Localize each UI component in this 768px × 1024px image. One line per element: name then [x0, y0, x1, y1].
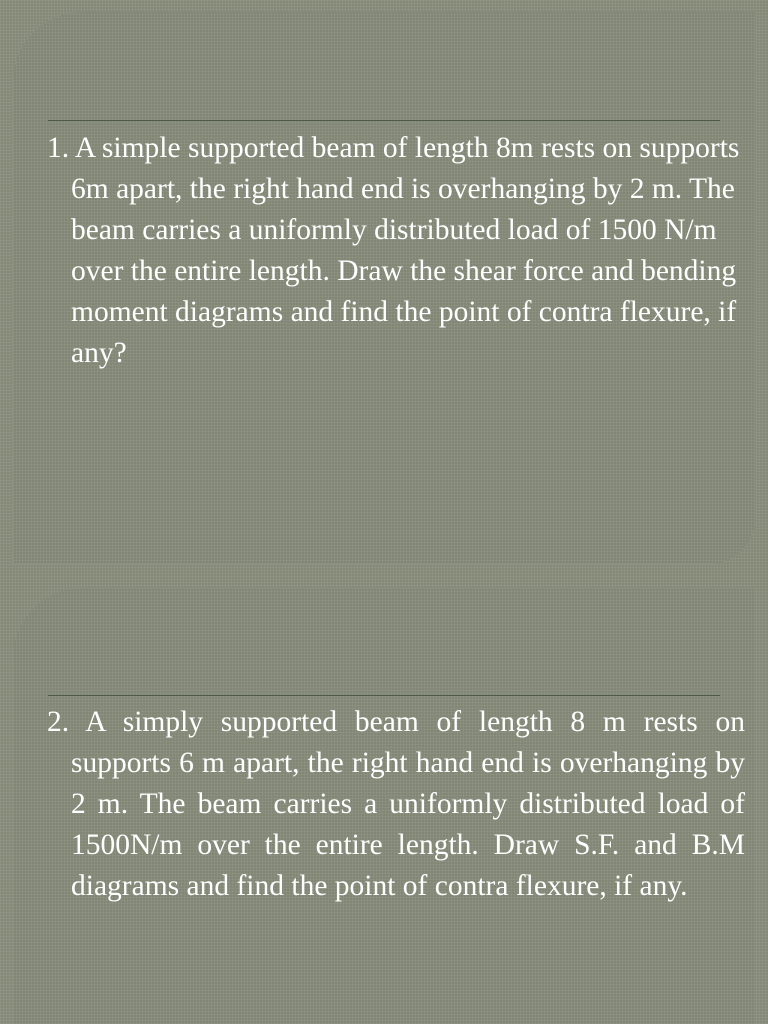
- title-divider: [48, 695, 720, 696]
- slide-2: [13, 588, 755, 1024]
- problem-1-text: 1. A simple supported beam of length 8m rests on supports 6m apart, the right hand end is overhanging by 2 m. The beam carries a uniformly distributed load of 1500 N/m over the entire length. Draw the shear force and bending moment diagrams and find the point of contra flexure, if any?: [47, 132, 740, 369]
- problem-2-text: 2. A simply supported beam of length 8 m rests on supports 6 m apart, the right hand end is overhanging by 2 m. The beam carries a uniformly distributed load of 1500N/m over the entire length. Draw S.F. and B.M diagrams and find the point of contra flexure, if any.: [47, 706, 745, 902]
- title-divider: [48, 120, 720, 121]
- slide-1: [13, 12, 755, 564]
